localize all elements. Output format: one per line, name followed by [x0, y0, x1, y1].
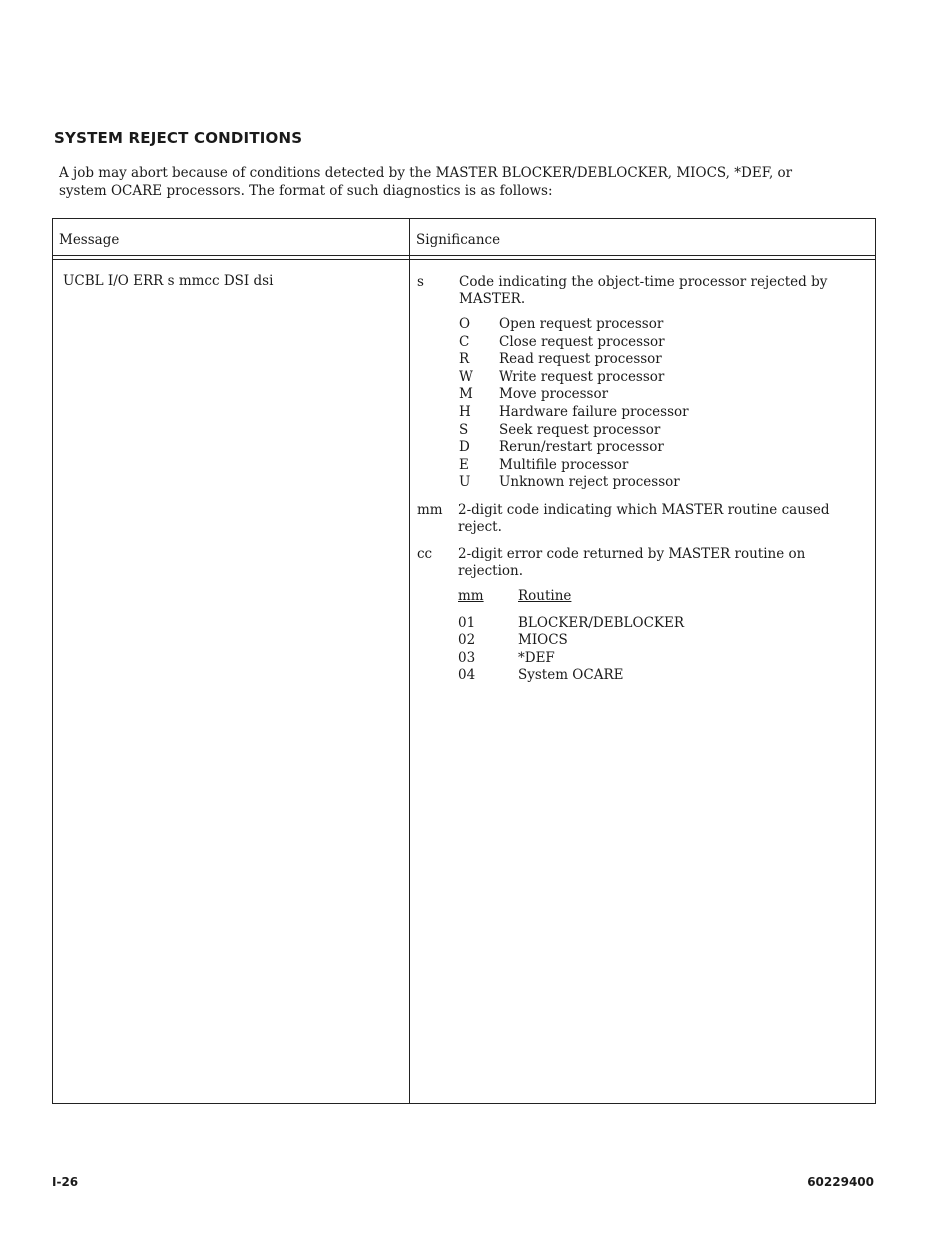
header-rule-double — [53, 259, 875, 260]
entry-line: reject. — [458, 518, 502, 535]
entry-line: Code indicating the object-time processor rejected by — [459, 274, 828, 290]
routine-list — [458, 588, 867, 685]
list-item: 04 System OCARE — [458, 667, 624, 684]
column-header-significance: Significance — [416, 232, 501, 248]
entry-s — [417, 274, 867, 308]
list-item: 03 *DEF — [458, 649, 555, 666]
entry-code: s — [417, 274, 424, 290]
section-heading: SYSTEM REJECT CONDITIONS — [54, 129, 303, 147]
entry-line: rejection. — [458, 562, 524, 579]
list-item: H Hardware failure processor — [459, 403, 689, 420]
entry-cc — [417, 546, 867, 580]
list-item: C Close request processor — [459, 333, 665, 350]
intro-line-2: system OCARE processors. The format of such diagnostics is as follows: — [59, 183, 553, 199]
list-item: M Move processor — [459, 386, 609, 403]
header-rule — [53, 255, 875, 256]
list-item: D Rerun/restart processor — [459, 439, 664, 456]
diagnostics-table — [52, 218, 876, 1104]
entry-code: mm — [417, 501, 443, 518]
entry-line: 2-digit error code returned by MASTER routine on — [458, 545, 806, 562]
entry-description — [458, 546, 867, 580]
list-item: R Read request processor — [459, 351, 662, 368]
entry-description — [459, 274, 867, 308]
document-number: 60229400 — [807, 1175, 874, 1189]
list-item: U Unknown reject processor — [459, 474, 680, 491]
column-header-message: Message — [59, 232, 120, 248]
intro-paragraph — [59, 164, 859, 200]
entry-description — [458, 502, 867, 536]
list-item: S Seek request processor — [459, 421, 661, 438]
entry-line: MASTER. — [459, 291, 526, 307]
processor-list — [459, 316, 867, 492]
entry-line: 2-digit code indicating which MASTER routine caused — [458, 501, 830, 518]
list-item: 02 MIOCS — [458, 632, 568, 649]
column-divider — [409, 219, 410, 1103]
intro-line-1: A job may abort because of conditions detected by the MASTER BLOCKER/DEBLOCKER, MIOCS, *DEF, or — [59, 165, 793, 181]
list-item: 01 BLOCKER/DEBLOCKER — [458, 614, 685, 631]
significance-cell — [417, 274, 867, 685]
list-item: E Multifile processor — [459, 456, 629, 473]
routine-list-header: mm Routine — [458, 587, 572, 604]
list-item: W Write request processor — [459, 368, 665, 385]
list-item: O Open request processor — [459, 316, 664, 332]
entry-mm — [417, 502, 867, 536]
message-text: UCBL I/O ERR s mmcc DSI dsi — [63, 273, 274, 289]
entry-code: cc — [417, 545, 433, 562]
page-number: I-26 — [52, 1175, 79, 1189]
